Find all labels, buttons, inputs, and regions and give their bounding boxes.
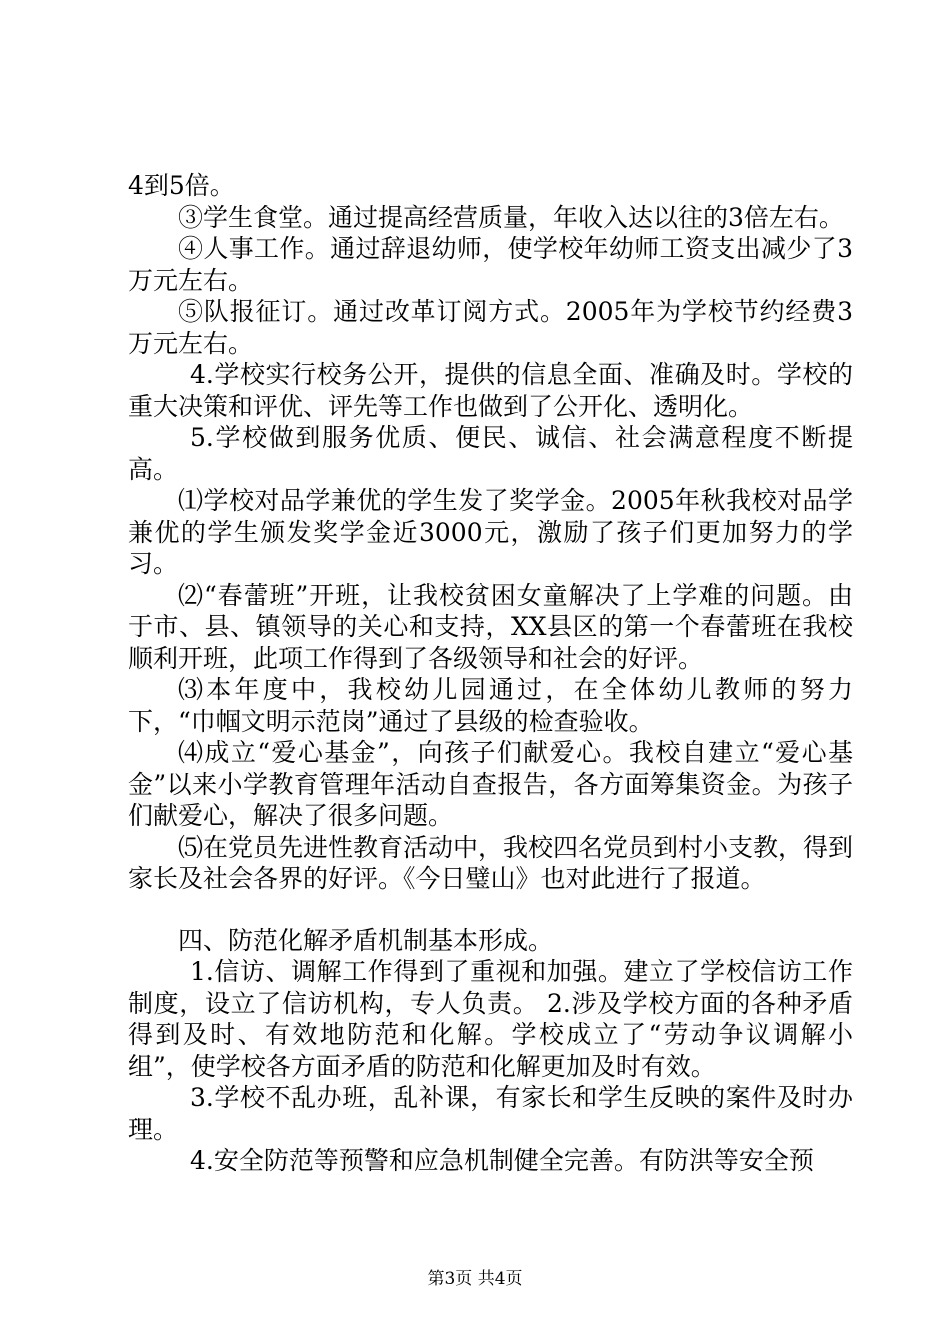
paragraph: 1.信访、调解工作得到了重视和加强。建立了学校信访工作制度，设立了信访机构，专人负责。 2.涉及学校方面的各种矛盾得到及时、有效地防范和化解。学校成立了“劳动争议调解小组”，使学校各方面矛盾的防范和化解更加及时有效。 <box>128 957 853 1081</box>
paragraph: 4到5倍。 <box>128 171 235 200</box>
paragraph: ⑵“春蕾班”开班，让我校贫困女童解决了上学难的问题。由于市、县、镇领导的关心和支持，XX县区的第一个春蕾班在我校顺利开班，此项工作得到了各级领导和社会的好评。 <box>128 580 853 673</box>
document-body <box>128 170 853 1177</box>
paragraph: 5.学校做到服务优质、便民、诚信、社会满意程度不断提高。 <box>128 423 853 484</box>
paragraph: 4.安全防范等预警和应急机制健全完善。有防洪等安全预 <box>190 1146 814 1175</box>
paragraph: ⑸在党员先进性教育活动中，我校四名党员到村小支教，得到家长及社会各界的好评。《今日璧山》也对此进行了报道。 <box>128 832 854 893</box>
section-heading: 四、防范化解矛盾机制基本形成。 <box>178 925 554 955</box>
paragraph: ⑶本年度中，我校幼儿园通过，在全体幼儿教师的努力下，“巾帼文明示范岗”通过了县级的检查验收。 <box>128 675 853 736</box>
paragraph-gap <box>128 895 853 925</box>
paragraph: ③学生食堂。通过提高经营质量，年收入达以往的3倍左右。 <box>178 202 844 232</box>
paragraph: ⑤队报征订。通过改革订阅方式。2005年为学校节约经费3万元左右。 <box>128 297 853 358</box>
page-footer: 第3页 共4页 <box>427 1269 523 1289</box>
paragraph: ④人事工作。通过辞退幼师，使学校年幼师工资支出减少了3万元左右。 <box>128 234 853 295</box>
paragraph: 3.学校不乱办班，乱补课，有家长和学生反映的案件及时办理。 <box>128 1083 853 1144</box>
paragraph: ⑷成立“爱心基金”，向孩子们献爱心。我校自建立“爱心基金”以来小学教育管理年活动自查报告，各方面筹集资金。为孩子们献爱心，解决了很多问题。 <box>128 738 853 830</box>
paragraph: ⑴学校对品学兼优的学生发了奖学金。2005年秋我校对品学兼优的学生颁发奖学金近3000元，激励了孩子们更加努力的学习。 <box>128 486 853 578</box>
paragraph: 4.学校实行校务公开，提供的信息全面、准确及时。学校的重大决策和评优、评先等工作也做到了公开化、透明化。 <box>128 360 853 421</box>
